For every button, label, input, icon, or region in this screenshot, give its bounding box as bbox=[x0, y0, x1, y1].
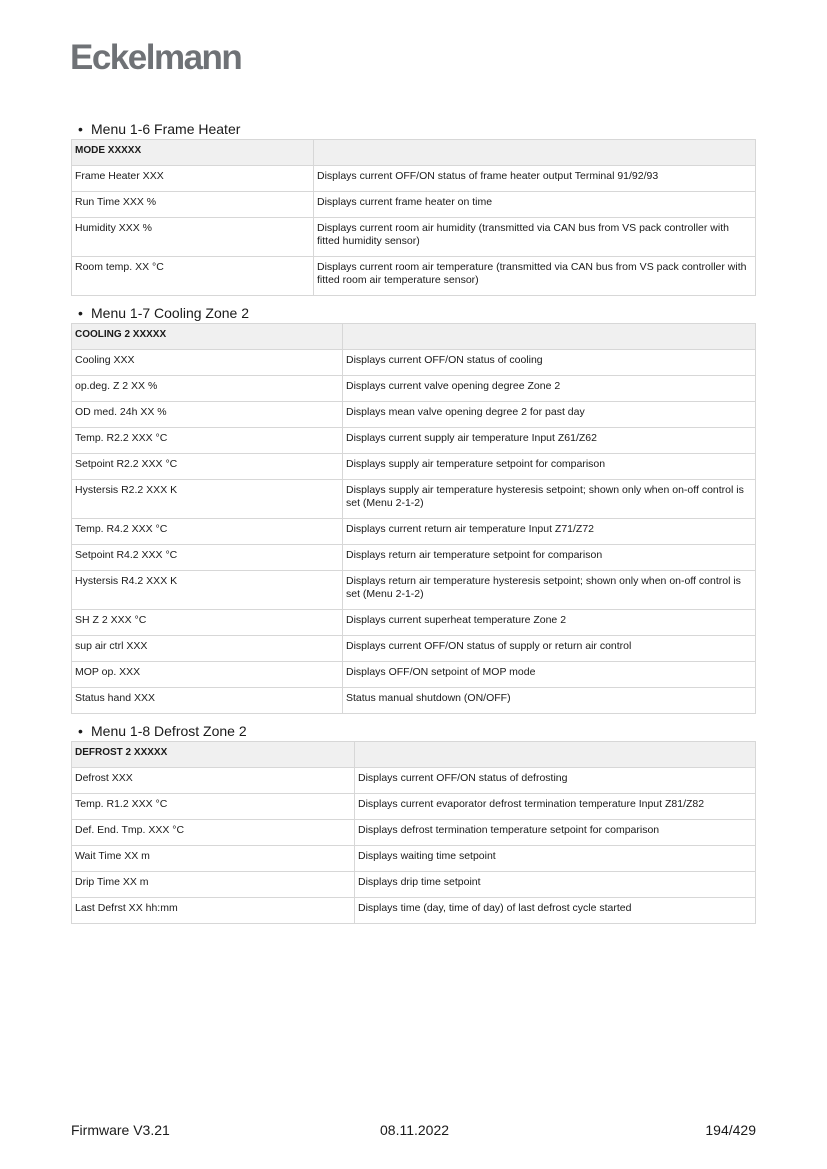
table-row: OD med. 24h XX % Displays mean valve opening degree 2 for past day bbox=[72, 402, 756, 428]
table-header-cell: MODE XXXXX bbox=[72, 140, 314, 166]
table-row: Temp. R1.2 XXX °C Displays current evaporator defrost termination temperature Input Z81/Z82 bbox=[72, 794, 756, 820]
footer-date: 08.11.2022 bbox=[380, 1122, 450, 1138]
table-row: Hystersis R4.2 XXX K Displays return air temperature hysteresis setpoint; shown only when on-off control is set (Menu 2-1-2) bbox=[72, 571, 756, 610]
table-row: sup air ctrl XXX Displays current OFF/ON status of supply or return air control bbox=[72, 636, 756, 662]
table-row: Drip Time XX m Displays drip time setpoint bbox=[72, 872, 756, 898]
bullet-icon: • bbox=[78, 305, 83, 321]
bullet-icon: • bbox=[78, 723, 83, 739]
frame-heater-table bbox=[71, 139, 756, 296]
table-row: Last Defrst XX hh:mm Displays time (day, time of day) of last defrost cycle started bbox=[72, 898, 756, 924]
table-header-row bbox=[72, 140, 756, 166]
table-row: MOP op. XXX Displays OFF/ON setpoint of MOP mode bbox=[72, 662, 756, 688]
table-row: Humidity XXX % Displays current room air humidity (transmitted via CAN bus from VS pack controller with fitted humidity sensor) bbox=[72, 218, 756, 257]
table-header-row bbox=[72, 742, 756, 768]
table-row: op.deg. Z 2 XX % Displays current valve opening degree Zone 2 bbox=[72, 376, 756, 402]
footer-firmware-version: Firmware V3.21 bbox=[71, 1122, 170, 1138]
table-row: Setpoint R2.2 XXX °C Displays supply air temperature setpoint for comparison bbox=[72, 454, 756, 480]
section-heading-defrost-zone-2: • Menu 1-8 Defrost Zone 2 bbox=[78, 723, 247, 739]
section-heading-cooling-zone-2: • Menu 1-7 Cooling Zone 2 bbox=[78, 305, 249, 321]
table-header-row bbox=[72, 324, 756, 350]
table-row: SH Z 2 XXX °C Displays current superheat temperature Zone 2 bbox=[72, 610, 756, 636]
table-row: Status hand XXX Status manual shutdown (ON/OFF) bbox=[72, 688, 756, 714]
table-row: Room temp. XX °C Displays current room air temperature (transmitted via CAN bus from VS pack controller with fitted room air temperature sensor) bbox=[72, 257, 756, 296]
table-row: Frame Heater XXX Displays current OFF/ON status of frame heater output Terminal 91/92/93 bbox=[72, 166, 756, 192]
defrost-zone-2-table bbox=[71, 741, 756, 924]
eckelmann-logo: Eckelmann bbox=[70, 38, 242, 77]
footer-page-number: 194/429 bbox=[705, 1122, 756, 1138]
table-header-cell: DEFROST 2 XXXXX bbox=[72, 742, 355, 768]
table-row: Hystersis R2.2 XXX K Displays supply air temperature hysteresis setpoint; shown only when on-off control is set (Menu 2-1-2) bbox=[72, 480, 756, 519]
table-row: Def. End. Tmp. XXX °C Displays defrost termination temperature setpoint for comparison bbox=[72, 820, 756, 846]
table-row: Setpoint R4.2 XXX °C Displays return air temperature setpoint for comparison bbox=[72, 545, 756, 571]
table-row: Defrost XXX Displays current OFF/ON status of defrosting bbox=[72, 768, 756, 794]
table-row: Wait Time XX m Displays waiting time setpoint bbox=[72, 846, 756, 872]
table-row: Run Time XXX % Displays current frame heater on time bbox=[72, 192, 756, 218]
table-header-cell: COOLING 2 XXXXX bbox=[72, 324, 343, 350]
table-row: Temp. R4.2 XXX °C Displays current return air temperature Input Z71/Z72 bbox=[72, 519, 756, 545]
cooling-zone-2-table bbox=[71, 323, 756, 714]
section-heading-frame-heater: • Menu 1-6 Frame Heater bbox=[78, 121, 241, 137]
bullet-icon: • bbox=[78, 121, 83, 137]
document-body bbox=[71, 119, 756, 931]
table-row: Temp. R2.2 XXX °C Displays current supply air temperature Input Z61/Z62 bbox=[72, 428, 756, 454]
table-row: Cooling XXX Displays current OFF/ON status of cooling bbox=[72, 350, 756, 376]
